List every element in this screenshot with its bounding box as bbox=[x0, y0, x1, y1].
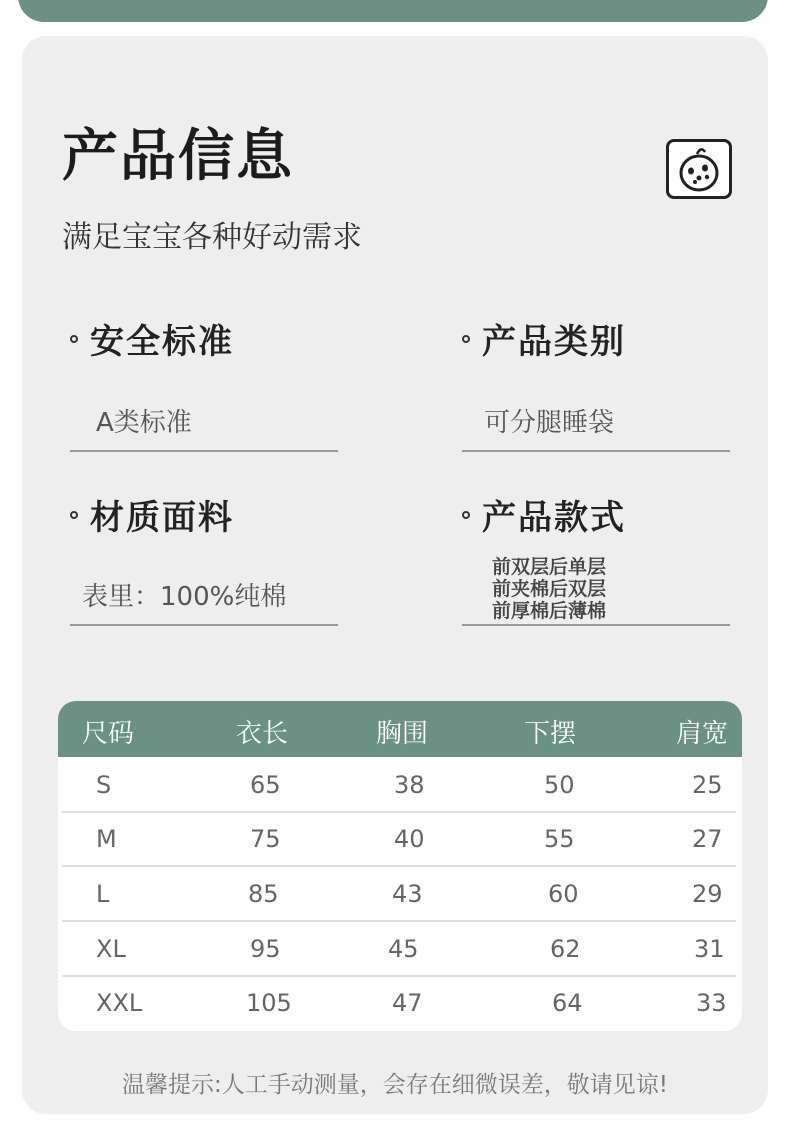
style-line: 前厚棉后薄棉 bbox=[492, 600, 607, 622]
style-line: 前双层后单层 bbox=[492, 556, 607, 578]
cell-chest: 40 bbox=[394, 825, 425, 853]
cell-hem: 62 bbox=[550, 935, 581, 963]
top-banner bbox=[18, 0, 768, 22]
size-table bbox=[58, 701, 742, 1031]
table-row bbox=[58, 868, 742, 922]
cell-chest: 43 bbox=[392, 880, 423, 908]
baby-face-icon bbox=[666, 139, 732, 199]
row-divider bbox=[62, 865, 736, 867]
bullet-icon bbox=[70, 335, 78, 343]
cell-length: 85 bbox=[248, 880, 279, 908]
info-safety-standard bbox=[70, 314, 338, 454]
info-material bbox=[70, 490, 338, 630]
cell-size: S bbox=[96, 771, 112, 799]
cell-length: 105 bbox=[246, 989, 292, 1017]
page-subtitle: 满足宝宝各种好动需求 bbox=[62, 220, 362, 255]
info-label: 产品类别 bbox=[482, 322, 626, 362]
cell-shoulder: 33 bbox=[696, 989, 727, 1017]
cell-hem: 60 bbox=[548, 880, 579, 908]
cell-length: 65 bbox=[250, 771, 281, 799]
style-line: 前夹棉后双层 bbox=[492, 578, 607, 600]
table-row bbox=[58, 759, 742, 813]
row-divider bbox=[62, 920, 736, 922]
page-title: 产品信息 bbox=[62, 124, 294, 189]
header-length: 衣长 bbox=[236, 719, 289, 749]
cell-size: L bbox=[96, 880, 110, 908]
info-product-style bbox=[462, 490, 730, 630]
header-chest: 胸围 bbox=[376, 719, 429, 749]
cell-shoulder: 27 bbox=[692, 825, 723, 853]
cell-size: XL bbox=[96, 935, 126, 963]
header-shoulder: 肩宽 bbox=[676, 719, 729, 749]
cell-length: 95 bbox=[250, 935, 281, 963]
info-value: 表里：100%纯棉 bbox=[82, 582, 287, 612]
info-label: 材质面料 bbox=[90, 498, 234, 538]
info-product-category bbox=[462, 314, 730, 454]
bullet-icon bbox=[462, 511, 470, 519]
cell-hem: 64 bbox=[552, 989, 583, 1017]
cell-size: M bbox=[96, 825, 117, 853]
bullet-icon bbox=[70, 511, 78, 519]
cell-hem: 55 bbox=[544, 825, 575, 853]
cell-chest: 38 bbox=[394, 771, 425, 799]
info-label: 安全标准 bbox=[90, 322, 234, 362]
table-row bbox=[58, 977, 742, 1031]
table-header bbox=[58, 701, 742, 757]
cell-shoulder: 29 bbox=[692, 880, 723, 908]
header-size: 尺码 bbox=[82, 719, 135, 749]
table-row bbox=[58, 923, 742, 977]
cell-chest: 47 bbox=[392, 989, 423, 1017]
measurement-note: 温馨提示:人工手动测量，会存在细微误差，敬请见谅! bbox=[122, 1072, 668, 1098]
bullet-icon bbox=[462, 335, 470, 343]
cell-shoulder: 31 bbox=[694, 935, 725, 963]
cell-size: XXL bbox=[96, 989, 143, 1017]
cell-length: 75 bbox=[250, 825, 281, 853]
header-hem: 下摆 bbox=[524, 719, 577, 749]
info-label: 产品款式 bbox=[482, 498, 626, 538]
table-row bbox=[58, 813, 742, 867]
info-value: 可分腿睡袋 bbox=[484, 408, 615, 438]
info-value: A类标准 bbox=[96, 408, 192, 438]
cell-hem: 50 bbox=[544, 771, 575, 799]
cell-chest: 45 bbox=[388, 935, 419, 963]
cell-shoulder: 25 bbox=[692, 771, 723, 799]
